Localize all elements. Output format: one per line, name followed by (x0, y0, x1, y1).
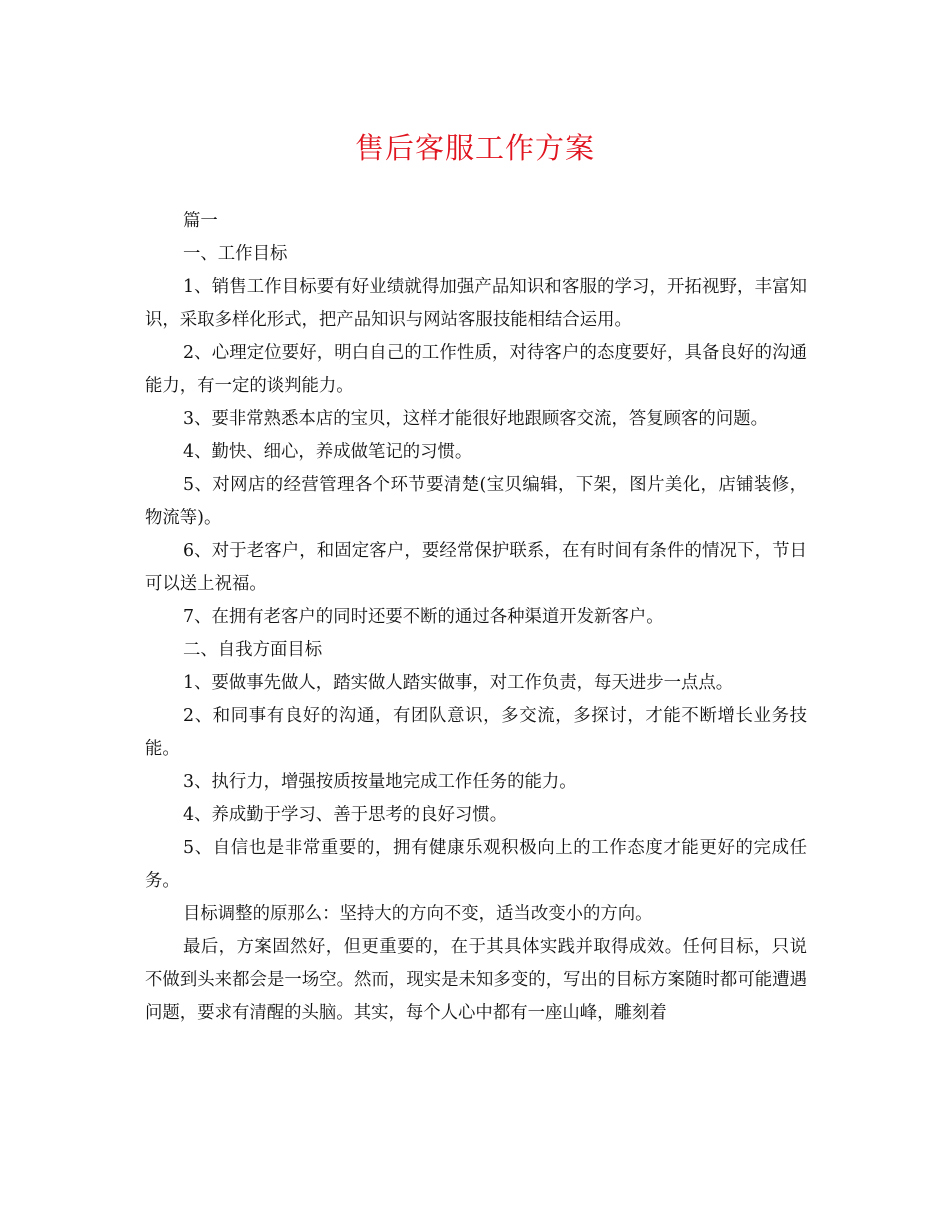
section-heading-self-goals: 二、自我方面目标 (183, 640, 323, 660)
paragraph-self-goal-2: 2、和同事有良好的沟通，有团队意识，多交流，多探讨，才能不断增长业务技能。 (145, 706, 807, 759)
section-label-part-one: 篇一 (183, 211, 218, 231)
document-title: 售后客服工作方案 (354, 131, 595, 165)
paragraph-work-goal-5: 5、对网店的经营管理各个环节要清楚(宝贝编辑，下架，图片美化，店铺装修，物流等)。 (145, 475, 807, 528)
paragraph-self-goal-1: 1、要做事先做人，踏实做人踏实做事，对工作负责，每天进步一点点。 (183, 673, 734, 693)
paragraph-adjustment-principle: 目标调整的原那么：坚持大的方向不变，适当改变小的方向。 (183, 904, 653, 924)
paragraph-work-goal-6: 6、对于老客户，和固定客户，要经常保护联系，在有时间有条件的情况下，节日可以送上祝福。 (145, 541, 807, 594)
paragraph-work-goal-3: 3、要非常熟悉本店的宝贝，这样才能很好地跟顾客交流，答复顾客的问题。 (183, 409, 768, 429)
document-body (145, 205, 807, 1030)
paragraph-conclusion: 最后，方案固然好，但更重要的，在于其具体实践并取得成效。任何目标，只说不做到头来都会是一场空。然而，现实是未知多变的，写出的目标方案随时都可能遭遇问题，要求有清醒的头脑。其实，每个人心中都有一座山峰，雕刻着 (145, 937, 807, 1023)
paragraph-self-goal-5: 5、自信也是非常重要的，拥有健康乐观积极向上的工作态度才能更好的完成任务。 (145, 838, 807, 891)
paragraph-work-goal-4: 4、勤快、细心，养成做笔记的习惯。 (183, 442, 473, 462)
paragraph-work-goal-7: 7、在拥有老客户的同时还要不断的通过各种渠道开发新客户。 (183, 607, 664, 627)
paragraph-work-goal-2: 2、心理定位要好，明白自己的工作性质，对待客户的态度要好，具备良好的沟通能力，有一定的谈判能力。 (145, 343, 807, 396)
section-heading-work-goals: 一、工作目标 (183, 244, 288, 264)
paragraph-self-goal-3: 3、执行力，增强按质按量地完成工作任务的能力。 (183, 772, 577, 792)
paragraph-self-goal-4: 4、养成勤于学习、善于思考的良好习惯。 (183, 805, 508, 825)
paragraph-work-goal-1: 1、销售工作目标要有好业绩就得加强产品知识和客服的学习，开拓视野，丰富知识，采取多样化形式，把产品知识与网站客服技能相结合运用。 (145, 277, 807, 330)
